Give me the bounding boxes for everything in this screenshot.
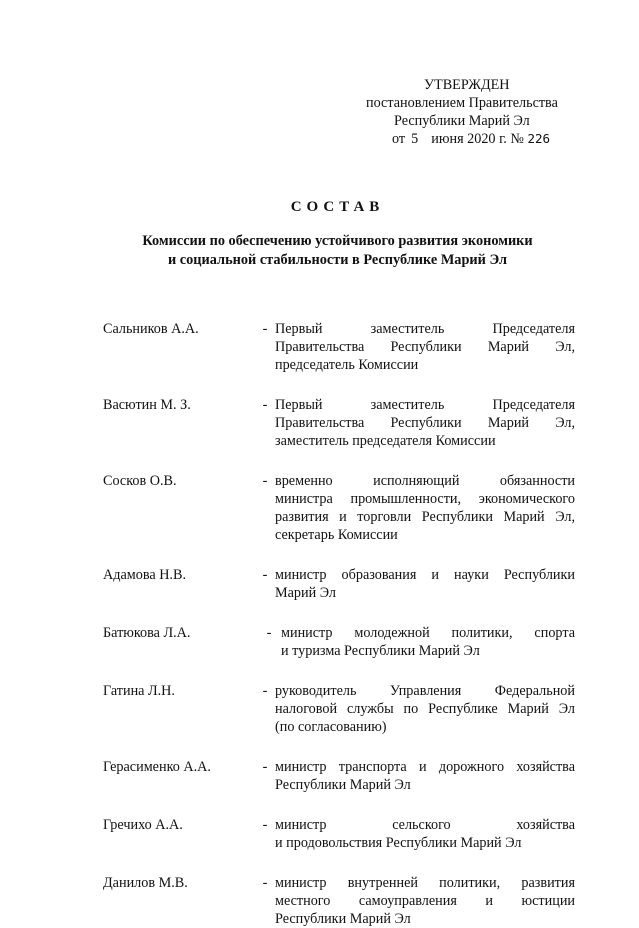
member-name: Гречихо А.А. xyxy=(103,817,183,833)
members-list xyxy=(103,320,575,928)
approval-date-rest: июня 2020 г. № xyxy=(431,131,524,147)
member-role-line: Правительства Республики Марий Эл, xyxy=(275,415,575,431)
member-dash: - xyxy=(262,759,268,775)
member-dash: - xyxy=(262,817,268,833)
member-role xyxy=(275,624,575,660)
member-role-line: Правительства Республики Марий Эл, xyxy=(275,339,575,355)
approval-stamp xyxy=(352,76,582,148)
member-role xyxy=(275,816,575,852)
subtitle-line-2: и социальной стабильности в Республике Марий Эл xyxy=(168,252,507,268)
member-role-line: Первый заместитель Председателя xyxy=(275,321,575,337)
document-title: СОСТАВ xyxy=(290,199,385,215)
member-name: Батюкова Л.А. xyxy=(103,625,191,641)
member-role-line: министр внутренней политики, развития xyxy=(275,875,575,891)
member-dash: - xyxy=(262,567,268,583)
member-role-line: секретарь Комиссии xyxy=(275,527,398,543)
approval-date-prefix: от xyxy=(392,131,406,147)
member-role-line: министр молодежной политики, спорта xyxy=(281,625,575,641)
document-subtitle xyxy=(0,232,639,270)
member-role-line: Республики Марий Эл xyxy=(275,777,411,793)
member-role-line: временно исполняющий обязанности xyxy=(275,473,575,489)
member-role-line: министр образования и науки Республики xyxy=(275,567,575,583)
subtitle-line-1: Комиссии по обеспечению устойчивого развития экономики xyxy=(142,233,533,249)
member-role-line: руководитель Управления Федеральной xyxy=(275,683,575,699)
member-role-line: председатель Комиссии xyxy=(275,357,419,373)
member-row xyxy=(103,320,575,374)
approval-date-line xyxy=(352,130,582,148)
approval-day: 5 xyxy=(411,131,419,147)
member-role xyxy=(275,682,575,736)
approval-resolution: постановлением Правительства xyxy=(366,95,558,111)
member-role-line: министра промышленности, экономического xyxy=(275,491,575,507)
member-name: Адамова Н.В. xyxy=(103,567,186,583)
member-role-line: и продовольствия Республики Марий Эл xyxy=(275,835,522,851)
member-row xyxy=(103,682,575,736)
member-role-line: (по согласованию) xyxy=(275,719,387,735)
member-dash: - xyxy=(262,473,268,489)
member-role xyxy=(275,472,575,544)
member-name: Сосков О.В. xyxy=(103,473,177,489)
member-role xyxy=(275,396,575,450)
member-role-line: министр сельского хозяйства xyxy=(275,817,575,833)
member-dash: - xyxy=(262,875,268,891)
member-row xyxy=(103,874,575,928)
member-row xyxy=(103,566,575,602)
member-role-line: развития и торговли Республики Марий Эл, xyxy=(275,509,575,525)
member-role xyxy=(275,874,575,928)
member-role-line: и туризма Республики Марий Эл xyxy=(281,643,480,659)
member-dash: - xyxy=(262,321,268,337)
member-name: Васютин М. З. xyxy=(103,397,191,413)
member-name: Герасименко А.А. xyxy=(103,759,211,775)
approval-republic: Республики Марий Эл xyxy=(394,113,530,129)
member-role xyxy=(275,566,575,602)
member-dash: - xyxy=(262,397,268,413)
member-name: Гатина Л.Н. xyxy=(103,683,175,699)
member-row xyxy=(103,624,575,660)
member-role xyxy=(275,320,575,374)
member-role-line: налоговой службы по Республике Марий Эл xyxy=(275,701,575,717)
member-dash: - xyxy=(266,625,272,641)
member-row xyxy=(103,758,575,794)
member-role xyxy=(275,758,575,794)
member-name: Сальников А.А. xyxy=(103,321,199,337)
approval-heading: УТВЕРЖДЕН xyxy=(424,77,510,93)
member-dash: - xyxy=(262,683,268,699)
member-name: Данилов М.В. xyxy=(103,875,188,891)
approval-number: 226 xyxy=(527,131,551,146)
member-role-line: местного самоуправления и юстиции xyxy=(275,893,575,909)
member-role-line: Марий Эл xyxy=(275,585,336,601)
member-row xyxy=(103,472,575,544)
member-role-line: Республики Марий Эл xyxy=(275,911,411,927)
member-role-line: заместитель председателя Комиссии xyxy=(275,433,496,449)
member-row xyxy=(103,816,575,852)
member-row xyxy=(103,396,575,450)
member-role-line: Первый заместитель Председателя xyxy=(275,397,575,413)
member-role-line: министр транспорта и дорожного хозяйства xyxy=(275,759,575,775)
